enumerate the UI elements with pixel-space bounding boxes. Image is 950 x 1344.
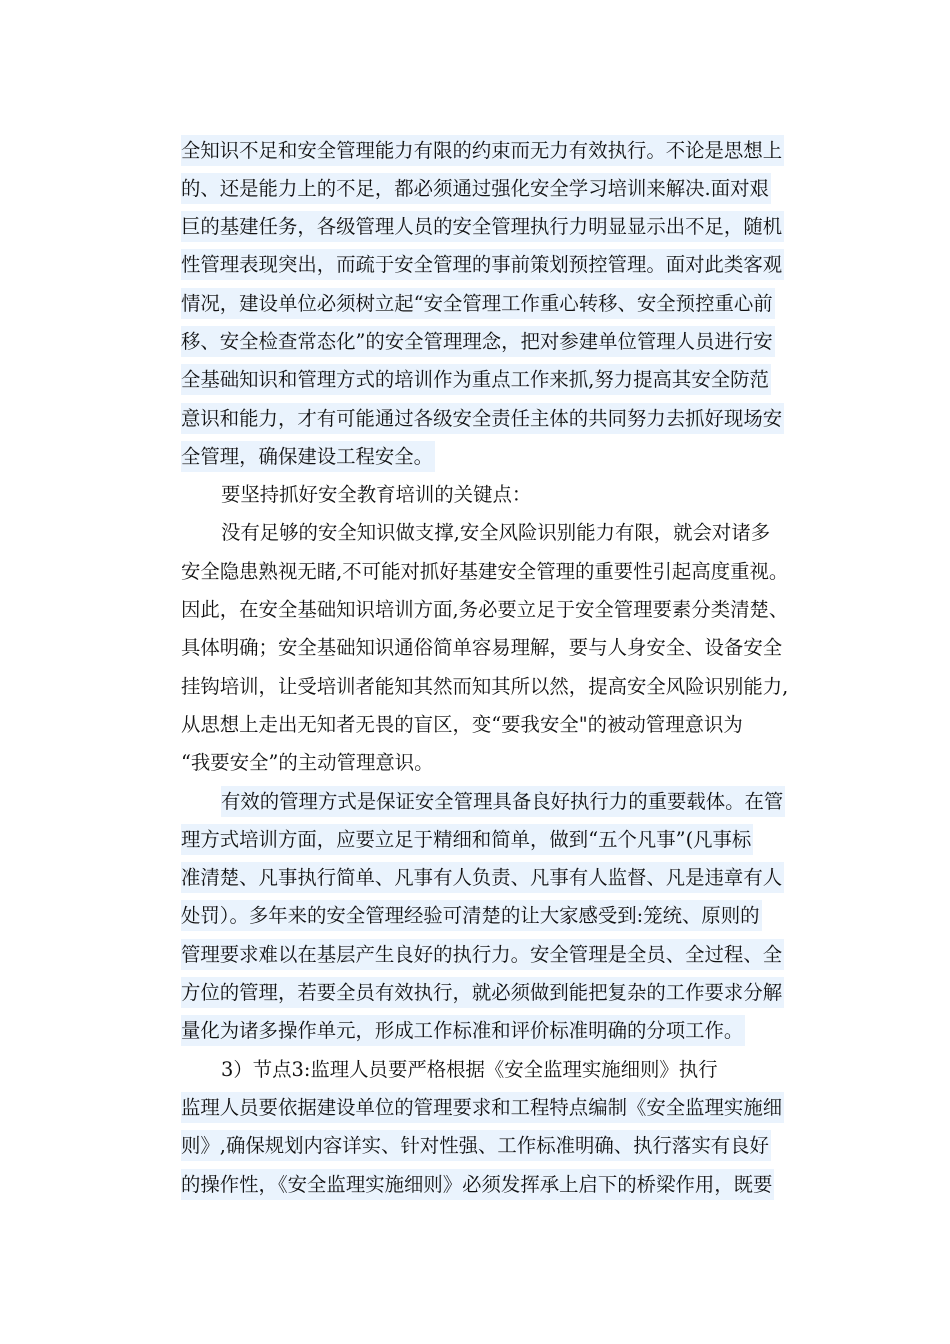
text-line: 挂钩培训，让受培训者能知其然而知其所以然，提高安全风险识别能力, — [181, 674, 789, 698]
text-line: 准清楚、凡事执行简单、凡事有人负责、凡事有人监督、凡是违章有人 — [181, 858, 781, 896]
text-line: 全基础知识和管理方式的培训作为重点工作来抓,努力提高其安全防范 — [181, 360, 781, 398]
text-line: 处罚）。多年来的安全管理经验可清楚的让大家感受到:笼统、原则的 — [181, 896, 781, 934]
text-line: 方位的管理，若要全员有效执行，就必须做到能把复杂的工作要求分解 — [181, 973, 781, 1011]
text-line: 量化为诸多操作单元，形成工作标准和评价标准明确的分项工作。 — [181, 1011, 781, 1049]
text-line: 要坚持抓好安全教育培训的关键点： — [221, 483, 532, 507]
text-line: “我要安全”的主动管理意识。 — [181, 751, 434, 775]
text-line: 没有足够的安全知识做支撑,安全风险识别能力有限，就会对诸多 — [221, 521, 771, 545]
text-line: 情况，建设单位必须树立起“安全管理工作重心转移、安全预控重心前 — [181, 283, 781, 321]
text-line: 全知识不足和安全管理能力有限的约束而无力有效执行。不论是思想上 — [181, 130, 781, 168]
text-line: 则》,确保规划内容详实、针对性强、工作标准明确、执行落实有良好 — [181, 1126, 781, 1164]
text-line: 有效的管理方式是保证安全管理具备良好执行力的重要载体。在管 — [181, 781, 781, 819]
text-line: 具体明确；安全基础知识通俗简单容易理解，要与人身安全、设备安全 — [181, 636, 783, 660]
text-line: 从思想上走出无知者无畏的盲区，变“要我安全"的被动管理意识为 — [181, 712, 743, 736]
text-line: 理方式培训方面，应要立足于精细和简单，做到“五个凡事”(凡事标 — [181, 819, 781, 857]
text-line: 巨的基建任务，各级管理人员的安全管理执行力明显显示出不足，随机 — [181, 207, 781, 245]
text-line: 的、还是能力上的不足，都必须通过强化安全学习培训来解决.面对艰 — [181, 168, 781, 206]
text-line: 因此，在安全基础知识培训方面,务必要立足于安全管理要素分类清楚、 — [181, 598, 789, 622]
text-line: 全管理，确保建设工程安全。 — [181, 436, 781, 474]
text-line: 性管理表现突出，而疏于安全管理的事前策划预控管理。面对此类客观 — [181, 245, 781, 283]
section-heading: 3）节点3:监理人员要严格根据《安全监理实施细则》执行 — [221, 1057, 718, 1081]
document-body — [181, 130, 789, 1202]
text-line: 安全隐患熟视无睹,不可能对抓好基建安全管理的重要性引起高度重视。 — [181, 559, 789, 583]
text-line: 监理人员要依据建设单位的管理要求和工程特点编制《安全监理实施细 — [181, 1087, 781, 1125]
text-line: 管理要求难以在基层产生良好的执行力。安全管理是全员、全过程、全 — [181, 934, 781, 972]
text-line: 的操作性，《安全监理实施细则》必须发挥承上启下的桥梁作用，既要 — [181, 1164, 781, 1202]
text-line: 移、安全检查常态化”的安全管理理念，把对参建单位管理人员进行安 — [181, 321, 781, 359]
text-line: 意识和能力，才有可能通过各级安全责任主体的共同努力去抓好现场安 — [181, 398, 781, 436]
